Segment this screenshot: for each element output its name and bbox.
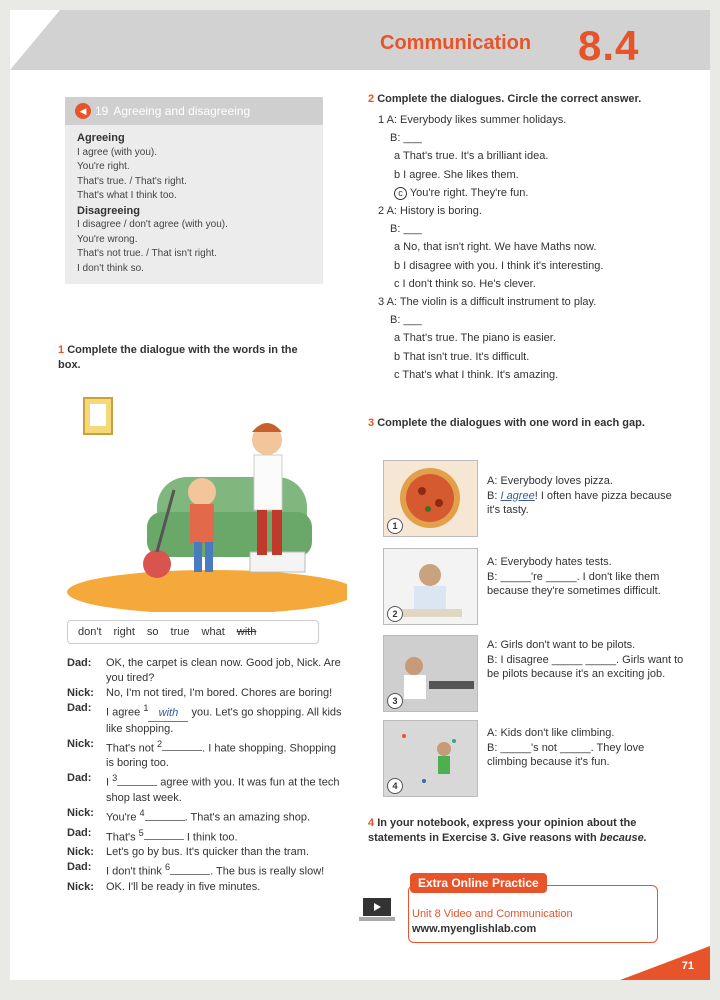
dialogue-line	[67, 656, 347, 686]
answer-option[interactable]: b I disagree with you. I think it's interesting.	[394, 259, 604, 272]
dialogue-line	[67, 826, 347, 846]
disagreeing-heading: Disagreeing	[77, 204, 140, 217]
answer-gap[interactable]	[144, 839, 184, 840]
response-prefix: B:	[487, 489, 501, 502]
exercise-number: 1	[58, 344, 65, 356]
statement: A: Everybody hates tests.	[487, 556, 612, 568]
phrase: I disagree / don't agree (with you).	[77, 219, 228, 230]
gap-number: 2	[157, 738, 163, 749]
response-text: B: I disagree _____ _____. Girls want to be pilots because it's an exciting job.	[487, 653, 684, 680]
speaker: Dad:	[67, 861, 92, 874]
example-answer: with	[148, 706, 188, 722]
speaker: Dad:	[67, 702, 92, 714]
speaker: Nick:	[67, 737, 94, 750]
gap-number: 1	[143, 703, 149, 713]
speaker: Dad:	[67, 826, 92, 839]
word-used: with	[236, 626, 257, 638]
dialogue	[67, 656, 347, 895]
dialogue-text: That's	[106, 831, 139, 844]
dialogue-line	[67, 701, 347, 737]
laptop-play-icon	[358, 896, 396, 924]
page-number-corner	[620, 946, 710, 980]
statement: A: Girls don't want to be pilots.	[487, 639, 636, 651]
agreeing-heading: Agreeing	[77, 132, 125, 144]
gap-number: 3	[112, 773, 118, 784]
dialogue-text: I	[106, 776, 113, 789]
exercise-number: 3	[368, 417, 375, 429]
dialogue-text: . The bus is really slow!	[210, 865, 325, 878]
dialogue-text: No, I'm not tired, I'm bored. Chores are boring!	[106, 687, 333, 699]
speaker: Nick:	[67, 880, 94, 893]
exercise-number: 4	[368, 817, 375, 829]
dialogue-text: Let's go by bus. It's quicker than the tram.	[106, 846, 309, 859]
phrase: That's true. / That's right.	[77, 175, 187, 187]
living-room-illustration	[62, 392, 347, 612]
speaker-icon: ◀	[75, 103, 91, 119]
dialogue-line	[67, 771, 347, 806]
phrase: I don't think so.	[77, 262, 144, 274]
pizza-image	[383, 460, 478, 537]
example-answer: I agree	[500, 489, 535, 502]
dialogue-line	[67, 860, 347, 880]
answer-option[interactable]: a That's true. The piano is easier.	[394, 332, 556, 345]
exercise-3-item-2	[487, 555, 687, 599]
page-title: Communication	[380, 32, 532, 54]
answer-option[interactable]: a No, that isn't right. We have Maths now.	[394, 241, 597, 254]
exercise-4	[368, 816, 668, 846]
response-text: ! I often have pizza because it's tasty.	[487, 489, 672, 516]
word: so	[146, 626, 159, 638]
gap-number: 4	[139, 807, 145, 818]
unit-number: 8.4	[578, 22, 640, 69]
dialogue-text: That's not	[106, 742, 158, 755]
response-text: B: _____'s not _____. They love climbing because it's fun.	[487, 741, 645, 768]
phrase-box-title: Agreeing and disagreeing	[113, 104, 251, 118]
word: what	[201, 626, 225, 638]
statement: A: Everybody loves pizza.	[487, 475, 613, 487]
exercise-number: 2	[368, 93, 375, 105]
dialogue-line	[67, 686, 347, 701]
phrase: You're wrong.	[77, 233, 138, 245]
statement: A: Kids don't like climbing.	[487, 727, 615, 739]
dialogue-text: OK. I'll be ready in five minutes.	[106, 880, 261, 893]
speaker: Nick:	[67, 846, 94, 859]
word: right	[113, 626, 135, 638]
dialogue-line	[67, 737, 347, 772]
answer-gap[interactable]	[117, 785, 157, 786]
dialogue-text: OK, the carpet is clean now. Good job, Nick. Are you tired?	[106, 657, 341, 684]
speaker: Nick:	[67, 806, 94, 819]
dialogue-text: . That's an amazing shop.	[184, 811, 311, 824]
response-prompt: B: ___	[390, 132, 422, 145]
extra-practice-line1: Unit 8 Video and Communication	[412, 908, 573, 920]
exercise-3-item-4	[487, 726, 687, 770]
dialogue-line	[67, 880, 347, 895]
phrase-box-number: 19	[95, 104, 109, 118]
gap-number: 5	[138, 827, 144, 838]
option-text: You're right. They're fun.	[409, 186, 529, 199]
question: 2 A: History is boring.	[378, 205, 482, 218]
answer-option[interactable]: c I don't think so. He's clever.	[394, 277, 536, 290]
exercise-1-instruction	[58, 343, 308, 373]
exercise-2	[368, 92, 658, 384]
instruction-italic: because.	[599, 832, 647, 844]
climbing-image	[383, 720, 478, 797]
exercise-2-instruction	[368, 92, 658, 107]
item-number-badge: 4	[387, 778, 403, 794]
dialogue-text: you. Let's go shopping. All kids like shopping.	[106, 706, 342, 735]
answer-option[interactable]: b I agree. She likes them.	[394, 168, 519, 181]
pilot-image	[383, 635, 478, 712]
phrase: That's not true. / That isn't right.	[77, 248, 217, 259]
speaker: Dad:	[67, 657, 92, 669]
dialogue-text: . I hate shopping. Shopping is boring too.	[106, 742, 337, 770]
speaker: Dad:	[67, 772, 92, 785]
answer-option[interactable]: a That's true. It's a brilliant idea.	[394, 150, 549, 163]
dialogue-text: agree with you. It was fun at the tech shop last week.	[106, 776, 340, 804]
phrase: That's what I think too.	[77, 190, 177, 201]
item-number-badge: 1	[387, 518, 403, 534]
response-prompt: B: ___	[390, 314, 422, 327]
instruction-text: Complete the dialogue with the words in the box.	[58, 344, 298, 371]
answer-gap[interactable]	[145, 820, 185, 821]
item-number-badge: 2	[387, 606, 403, 622]
phrase: You're right.	[77, 161, 130, 172]
phrase: I agree (with you).	[77, 146, 158, 158]
answer-option[interactable]: b That isn't true. It's difficult.	[394, 350, 530, 363]
extra-practice-link[interactable]: www.myenglishlab.com	[412, 923, 537, 935]
response-text: B: _____'re _____. I don't like them because they're sometimes difficult.	[487, 570, 661, 597]
answer-option[interactable]: c That's what I think. It's amazing.	[394, 368, 559, 381]
extra-practice-label: Extra Online Practice	[410, 873, 547, 893]
word: true	[170, 626, 190, 638]
dialogue-line	[67, 845, 347, 860]
response-prompt: B: ___	[390, 223, 422, 236]
dialogue-text: I don't think	[106, 865, 165, 878]
answer-gap[interactable]	[162, 750, 202, 751]
dialogue-text: You're	[106, 811, 140, 824]
instruction-text: Complete the dialogues with one word in each gap.	[377, 417, 645, 429]
phrase-box	[65, 97, 323, 284]
word: don't	[78, 626, 102, 638]
answer-gap[interactable]	[170, 874, 210, 875]
phrase-box-header	[65, 97, 323, 125]
question: 1 A: Everybody likes summer holidays.	[378, 114, 567, 126]
exercise-3-item-3	[487, 638, 687, 682]
question: 3 A: The violin is a difficult instrument to play.	[378, 296, 597, 309]
exercise-3-instruction	[368, 416, 668, 431]
student-test-image	[383, 548, 478, 625]
circled-letter: c	[394, 187, 407, 200]
dialogue-text: I agree	[106, 706, 144, 719]
textbook-page	[10, 10, 710, 980]
exercise-3-item-1	[487, 474, 687, 518]
gap-number: 6	[164, 862, 171, 873]
answer-option-selected[interactable]	[368, 184, 658, 202]
page-number: 71	[681, 960, 694, 972]
item-number-badge: 3	[387, 693, 403, 709]
dialogue-line	[67, 806, 347, 826]
speaker: Nick:	[67, 687, 94, 699]
instruction-text: In your notebook, express your opinion about the statements in Exercise 3. Give reasons with	[368, 817, 637, 844]
word-box	[67, 620, 319, 644]
dialogue-text: I think too.	[183, 831, 238, 844]
instruction-text: Complete the dialogues. Circle the correct answer.	[377, 93, 642, 105]
